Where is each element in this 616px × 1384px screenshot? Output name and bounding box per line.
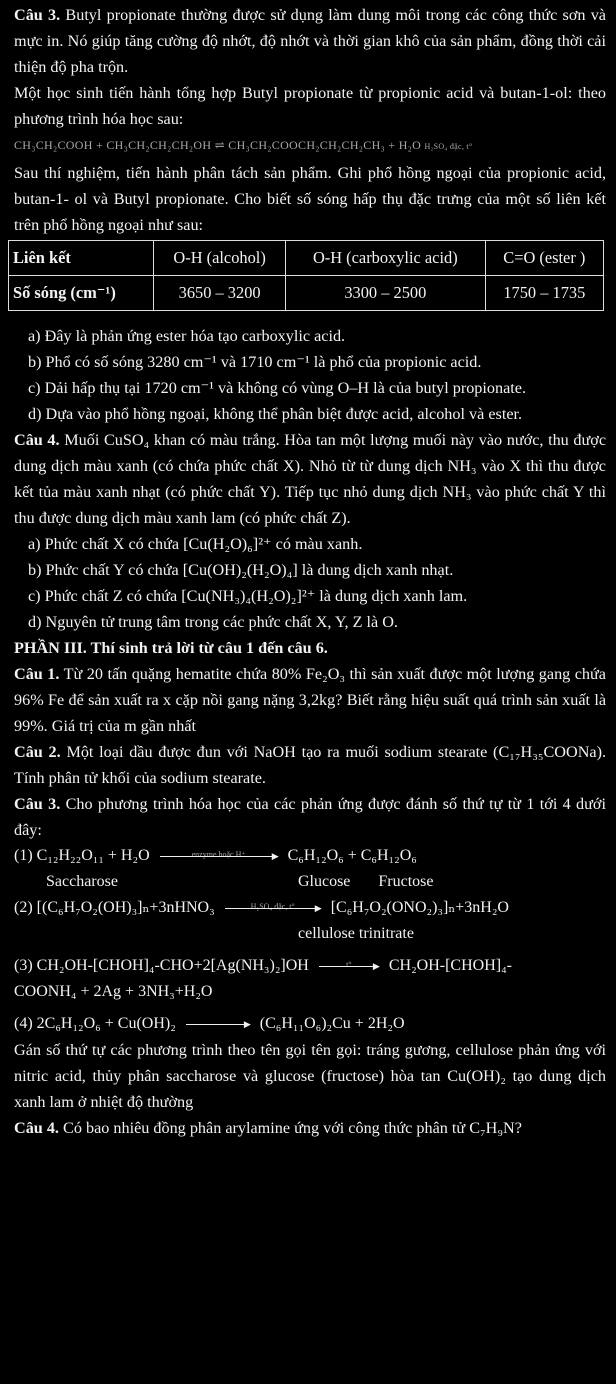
p3-q3-body: Cho phương trình hóa học của các phản ứng được đánh số thứ tự từ 1 tới 4 dưới đây: — [14, 795, 606, 839]
reaction-2-right: [C₆H₇O₂(ONO₂)₃]ₙ+3nH₂O — [330, 899, 509, 916]
reaction-1-name-saccharose: Saccharose — [46, 873, 118, 890]
q3-option-d: d) Dựa vào phổ hồng ngoại, không thể phân biệt được acid, alcohol và ester. — [28, 405, 523, 423]
reaction-3-arrow: t° ▶ — [319, 961, 379, 971]
ir-table-col-ester: C=O (ester ) — [485, 241, 603, 276]
q4-title: Câu 4. — [14, 431, 60, 449]
reaction-3-continued: COONH₄ + 2Ag + 3NH₃+H₂O — [14, 983, 213, 1000]
ir-table-row-bonds — [9, 241, 604, 276]
reaction-1-name-glucose: Glucose — [297, 873, 351, 890]
q4-option-b: b) Phức chất Y có chứa [Cu(OH)₂(H₂O)₄] là dung dịch xanh nhạt. — [28, 561, 454, 579]
ir-table-val-acid: 3300 – 2500 — [285, 276, 485, 311]
q3-intro-text: Butyl propionate thường được sử dụng làm dung môi trong các công thức sơn và mực in. Nó giúp tăng cường độ nhớt, độ nhớt và thời gian khô của sản phẩm, đồng thời cải thiện độ pha trộn. — [14, 6, 606, 76]
q3-equation-condition: H₂SO₄ đặc, t° — [424, 142, 473, 151]
reaction-4-left: (4) 2C₆H₁₂O₆ + Cu(OH)₂ — [14, 1015, 176, 1032]
reaction-3-condition: t° — [346, 960, 352, 970]
q3-intro — [14, 0, 606, 80]
ir-table-val-ester: 1750 – 1735 — [485, 276, 603, 311]
ir-table-row-wavenumbers — [9, 276, 604, 311]
p3-q3 — [14, 791, 606, 843]
reaction-3-left: (3) CH₂OH-[CHOH]₄-CHO+2[Ag(NH₃)₂]OH — [14, 957, 309, 974]
reaction-2-left: (2) [(C₆H₇O₂(OH)₃]ₙ+3nHNO₃ — [14, 899, 215, 916]
p3-q2 — [14, 739, 606, 791]
reaction-1-name-fructose: Fructose — [378, 873, 434, 890]
reaction-1-names — [14, 869, 606, 895]
ir-table-col-alcohol: O-H (alcohol) — [154, 241, 286, 276]
reaction-1-condition: enzyme hoặc H⁺ — [191, 850, 246, 860]
q3-option-a: a) Đây là phản ứng ester hóa tạo carboxylic acid. — [28, 327, 346, 345]
p3-q2-title: Câu 2. — [14, 743, 61, 761]
p3-q1-title: Câu 1. — [14, 665, 60, 683]
reaction-4-arrow: ▶ — [186, 1019, 250, 1029]
reaction-2-arrow: H₂SO₄ đặc, t° ▶ — [225, 903, 321, 913]
part3-heading: PHẦN III. Thí sinh trả lời từ câu 1 đến câu 6. — [14, 639, 328, 657]
q4-text — [14, 427, 606, 531]
q4-body: Muối CuSO₄ khan có màu trắng. Hòa tan một lượng muối này vào nước, thu được dung dịch màu xanh (có chứa phức chất X). Nhỏ từ từ dung dịch NH₃ vào X thì thu được kết tủa màu xanh nhạt (có phức chất Y). Tiếp tục nhỏ dung dịch NH₃ vào phức chất Y thì thu được dung dịch màu xanh lam (có phức chất Z). — [14, 431, 607, 527]
reaction-1-arrow: enzyme hoặc H⁺ ▶ — [160, 851, 278, 861]
reaction-3-right: CH₂OH-[CHOH]₄- — [388, 957, 512, 974]
reaction-2-names — [14, 921, 606, 947]
ir-table — [8, 240, 604, 311]
q3-option-c: c) Dải hấp thụ tại 1720 cm⁻¹ và không có vùng O–H là của butyl propionate. — [28, 379, 527, 397]
reaction-2 — [14, 895, 606, 921]
q3-intro2: Một học sinh tiến hành tổng hợp Butyl propionate từ propionic acid và butan-1-ol: theo phương trình hóa học sau: — [14, 84, 606, 128]
reaction-3 — [14, 953, 606, 979]
ir-table-col-acid: O-H (carboxylic acid) — [285, 241, 485, 276]
ir-table-label-wavenumber: Số sóng (cm⁻¹) — [9, 276, 154, 311]
reaction-4-right: (C₆H₁₁O₆)₂Cu + 2H₂O — [259, 1015, 405, 1032]
q4-option-d: d) Nguyên tử trung tâm trong các phức chất X, Y, Z là O. — [28, 613, 398, 631]
p3-q4-body: Có bao nhiêu đồng phân arylamine ứng với công thức phân tử C₇H₉N? — [63, 1119, 522, 1137]
p3-q1-body: Từ 20 tấn quặng hematite chứa 80% Fe₂O₃ thì sản xuất được một lượng gang chứa 96% Fe để sản xuất ra x cặp nồi gang nặng 3,2kg? Biết rằng hiệu suất quá trình sản xuất là 99%. Giá trị của m gần nhất — [14, 665, 606, 735]
p3-q2-body: Một loại dầu được đun với NaOH tạo ra muối sodium stearate (C₁₇H₃₅COONa). Tính phân tử khối của sodium stearate. — [14, 743, 607, 787]
p3-q1 — [14, 661, 606, 739]
ir-table-label-bond: Liên kết — [9, 241, 154, 276]
reaction-1-left: (1) C₁₂H₂₂O₁₁ + H₂O — [14, 847, 150, 864]
reaction-2-condition: H₂SO₄ đặc, t° — [250, 902, 295, 912]
q4-option-c: c) Phức chất Z có chứa [Cu(NH₃)₄(H₂O)₂]²⁺ là dung dịch xanh lam. — [28, 587, 468, 605]
p3-q3-tail: Gán số thứ tự các phương trình theo tên gọi tên gọi: tráng gương, cellulose phản ứng với nitric acid, thủy phân saccharose và glucose (fructose) hòa tan Cu(OH)₂ tạo dung dịch xanh lam ở nhiệt độ thường — [14, 1041, 606, 1111]
reaction-1-right: C₆H₁₂O₆ + C₆H₁₂O₆ — [287, 847, 417, 864]
p3-q4-title: Câu 4. — [14, 1119, 59, 1137]
q3-equation-text: CH₃CH₂COOH + CH₃CH₂CH₂CH₂OH ⇌ CH₃CH₂COOCH₂CH₂CH₂CH₃ + H₂O — [14, 138, 422, 152]
ir-table-val-alcohol: 3650 – 3200 — [154, 276, 286, 311]
p3-q4 — [14, 1115, 606, 1141]
reaction-2-name: cellulose trinitrate — [298, 925, 414, 942]
reaction-1 — [14, 843, 606, 869]
q3-equation — [14, 132, 606, 160]
q3-option-b: b) Phổ có số sóng 3280 cm⁻¹ và 1710 cm⁻¹ là phổ của propionic acid. — [28, 353, 482, 371]
p3-q3-title: Câu 3. — [14, 795, 61, 813]
q3-intro3: Sau thí nghiệm, tiến hành phân tách sản phẩm. Ghi phổ hồng ngoại của propionic acid, butan-1- ol và Butyl propionate. Cho biết số sóng hấp thụ đặc trưng của một số liên kết trên phổ hồng ngoại như sau: — [14, 164, 606, 234]
q4-option-a: a) Phức chất X có chứa [Cu(H₂O)₆]²⁺ có màu xanh. — [28, 535, 363, 553]
q3-title: Câu 3. — [14, 6, 61, 24]
reaction-4 — [14, 1011, 606, 1037]
